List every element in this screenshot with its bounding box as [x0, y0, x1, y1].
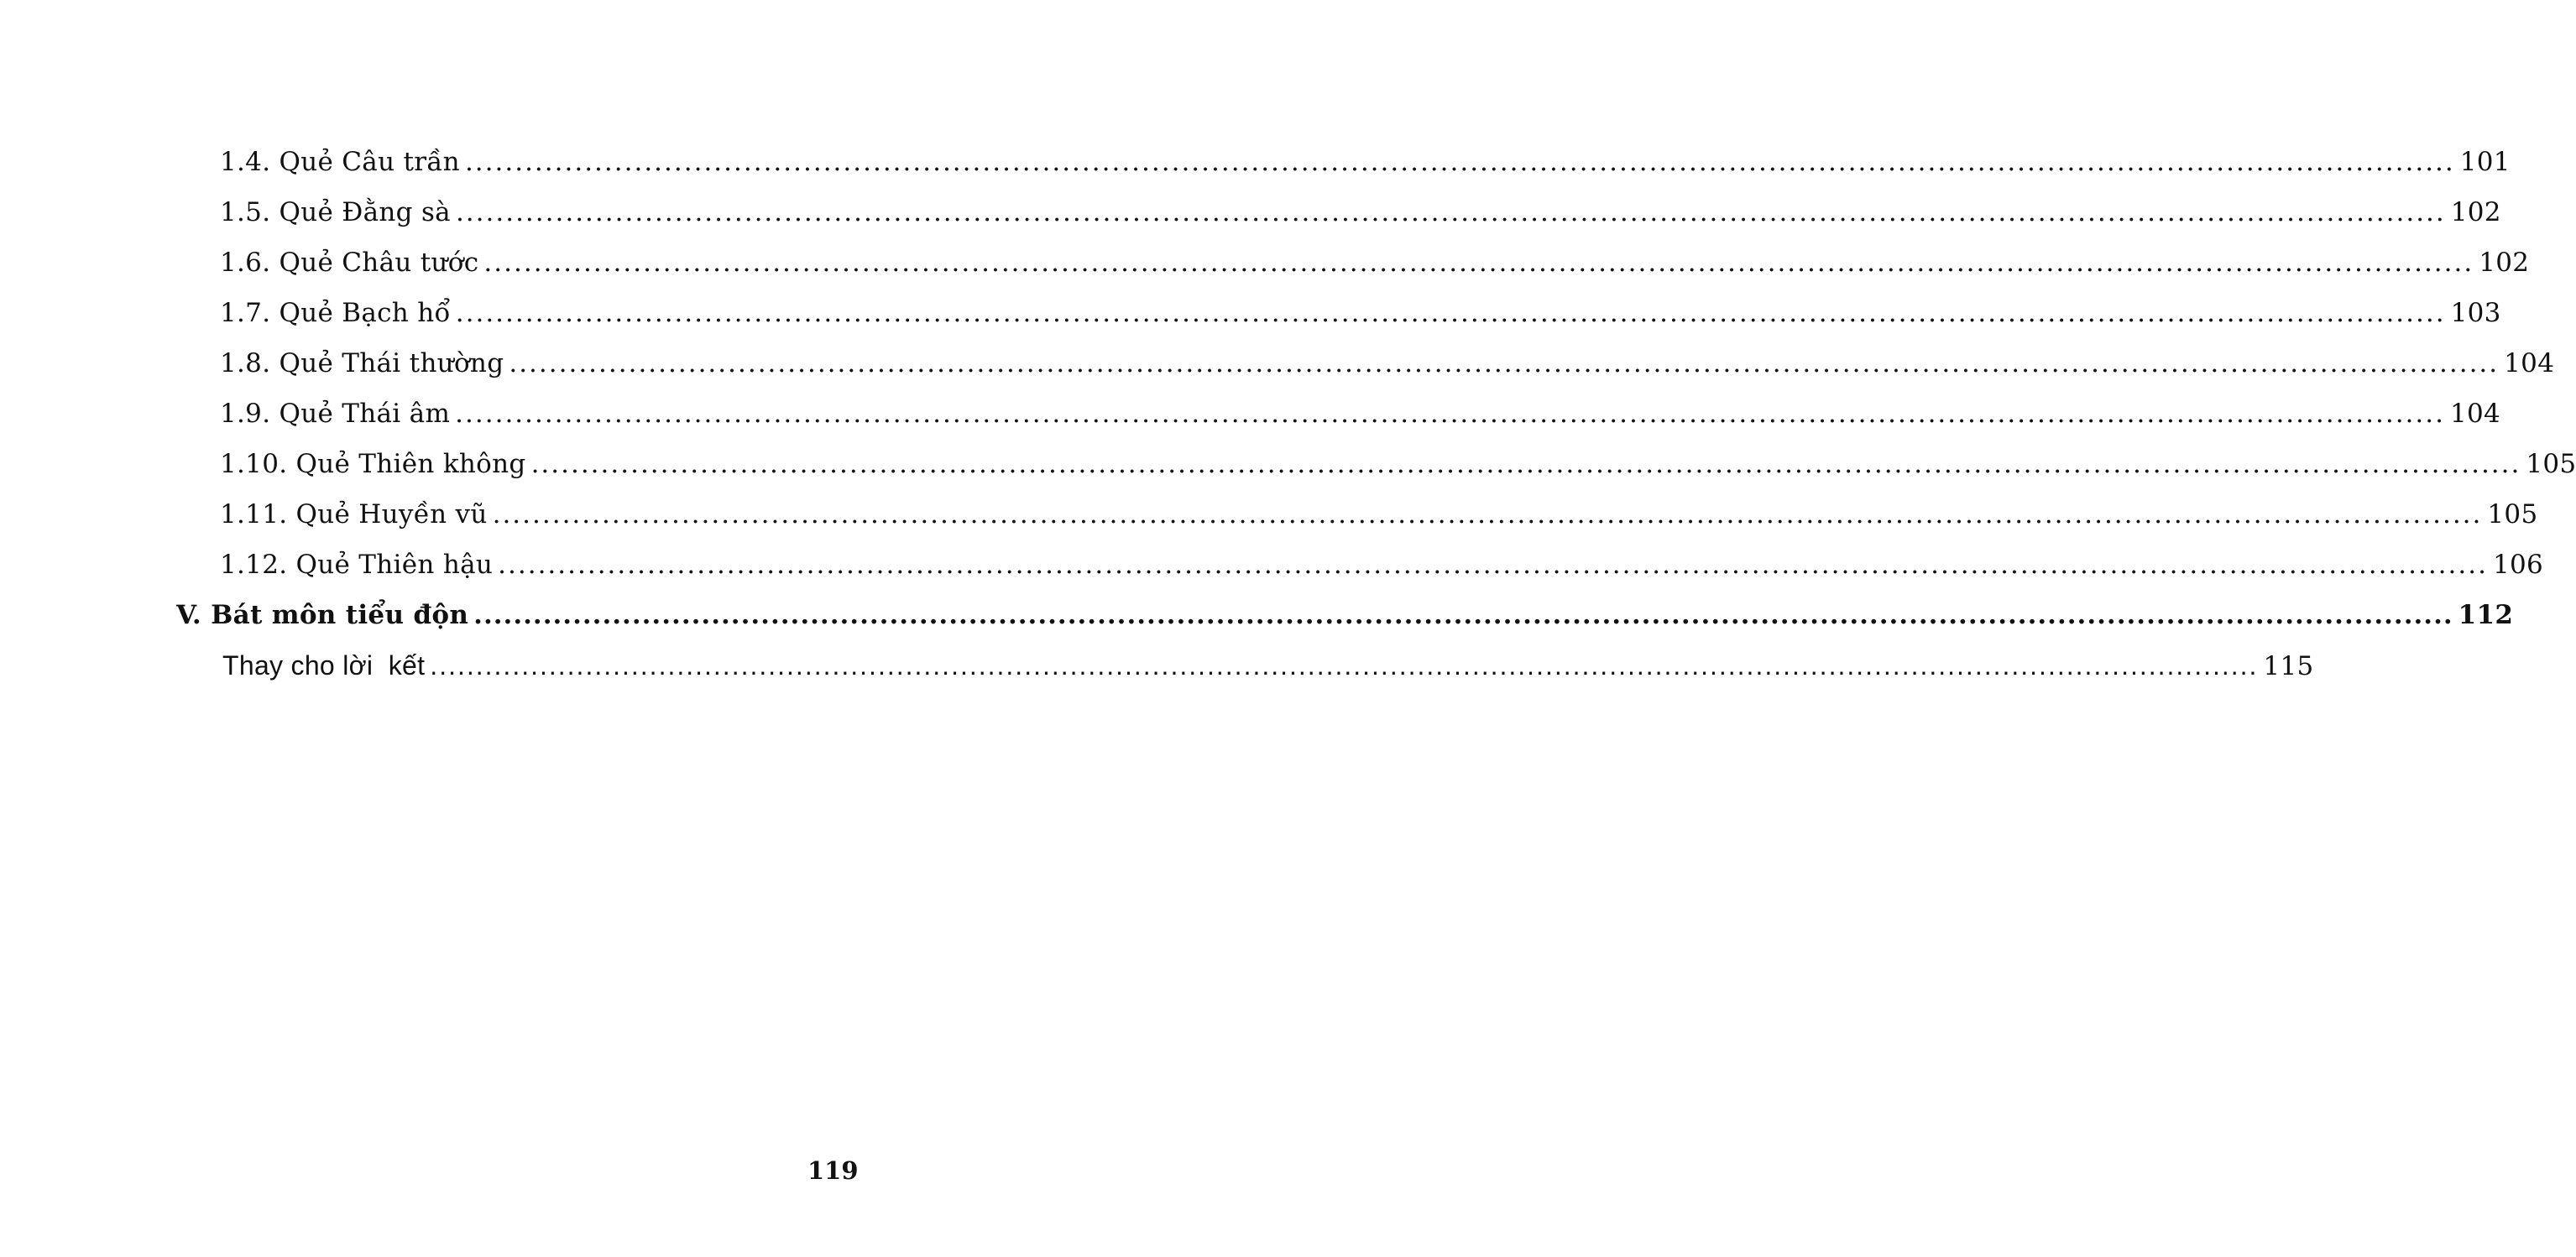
toc-section-title: V. Bát môn tiểu độn [176, 600, 469, 630]
toc-entry-page: 103 [2450, 298, 2501, 328]
toc-entry [220, 389, 2501, 439]
toc-entry-title: 1.5. Quẻ Đằng sà [220, 197, 451, 227]
toc-entry-page: 102 [2479, 248, 2530, 278]
toc-entry [220, 439, 2576, 489]
toc-entry-page: 104 [2504, 348, 2555, 378]
toc-entry-title: 1.7. Quẻ Bạch hổ [220, 298, 451, 328]
toc-entry-title: 1.11. Quẻ Huyền vũ [220, 499, 488, 529]
toc-entry [220, 489, 2538, 540]
dot-leader: ........................................................................................................................................................................................................ [509, 348, 2500, 378]
toc-entry [220, 540, 2544, 590]
toc-entry [220, 137, 2511, 187]
toc-entry [220, 338, 2555, 389]
toc-entry-title: 1.10. Quẻ Thiên không [220, 449, 526, 479]
page-number: 119 [807, 1156, 859, 1185]
toc-entry [220, 288, 2501, 338]
toc-entry-title: 1.6. Quẻ Châu tước [220, 248, 479, 278]
toc-entry [220, 237, 2530, 288]
toc-entry-title: 1.12. Quẻ Thiên hậu [220, 550, 494, 580]
dot-leader: ........................................................................................................................................................................................................ [492, 499, 2483, 529]
dot-leader: ........................................................................................................................................................................................................ [530, 449, 2521, 479]
toc-entry [220, 187, 2501, 237]
toc-entry-title: 1.8. Quẻ Thái thường [220, 348, 504, 378]
dot-leader: ........................................................................................................................................................................................................ [464, 147, 2455, 177]
toc-entry-page: 105 [2526, 449, 2576, 479]
dot-leader: ........................................................................................................................................................................................................ [498, 550, 2488, 580]
toc-entry-page: 105 [2487, 499, 2538, 529]
toc-entry-page: 104 [2449, 399, 2501, 429]
dot-leader: ........................................................................................................................................................................................................ [483, 248, 2474, 278]
dot-leader: ........................................................................................................................................................................................................ [430, 650, 2259, 681]
toc-entry-page: 101 [2459, 147, 2511, 177]
toc-section-heading [176, 590, 2514, 640]
toc-entry-title: 1.4. Quẻ Câu trần [220, 147, 460, 177]
toc-entry-title: 1.9. Quẻ Thái âm [220, 399, 451, 429]
toc-closing-page: 115 [2263, 651, 2314, 681]
toc-closing-entry [222, 640, 2314, 691]
dot-leader: ........................................................................................................................................................................................................ [473, 600, 2453, 630]
dot-leader: ........................................................................................................................................................................................................ [455, 399, 2445, 429]
dot-leader: ........................................................................................................................................................................................................ [455, 197, 2446, 227]
toc-section-page: 112 [2458, 600, 2514, 630]
dot-leader: ........................................................................................................................................................................................................ [455, 298, 2446, 328]
table-of-contents [0, 137, 2576, 691]
toc-entry-page: 102 [2450, 197, 2501, 227]
toc-closing-title: Thay cho lời kết [222, 650, 426, 681]
toc-entry-page: 106 [2492, 550, 2544, 580]
